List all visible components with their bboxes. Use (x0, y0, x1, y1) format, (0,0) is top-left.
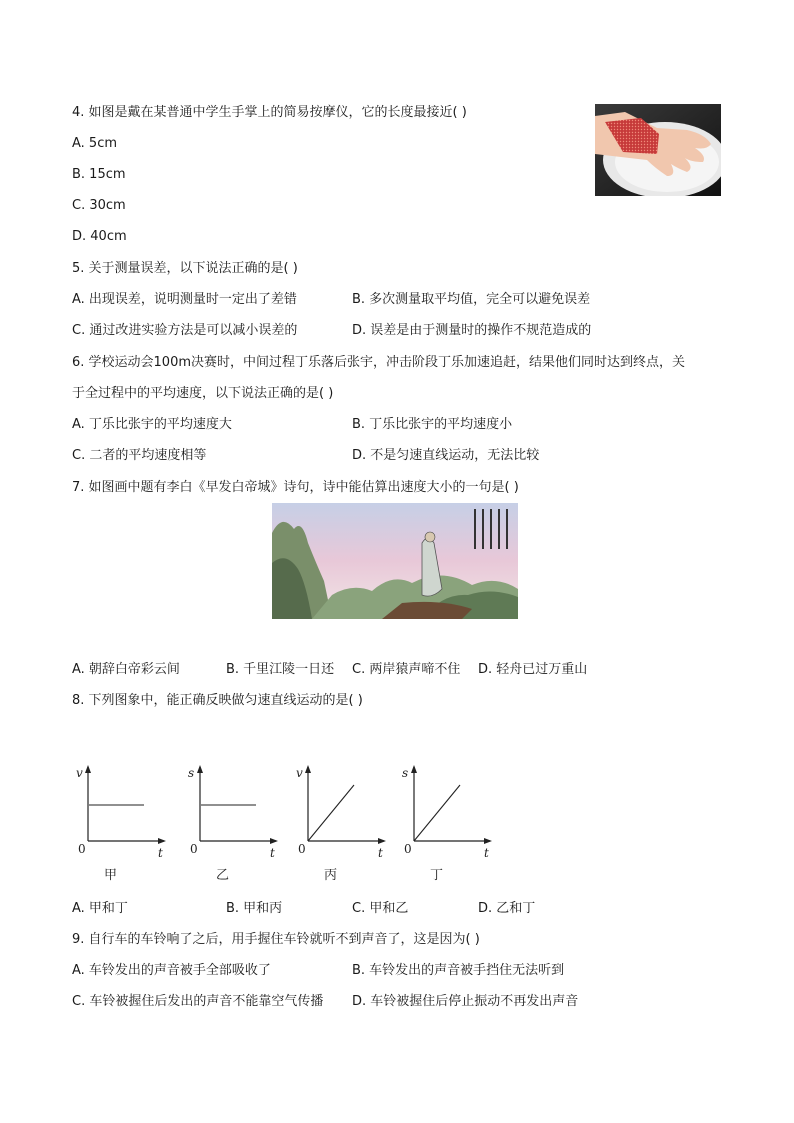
motion-graphs (70, 755, 510, 890)
graph-3-origin: 0 (298, 842, 306, 856)
graph-3-caption: 丙 (324, 868, 338, 883)
graph-4-origin: 0 (404, 842, 412, 856)
q4-option-c: C. 30cm (72, 198, 126, 213)
graph-4-y-label: s (402, 766, 409, 780)
q5-option-a: A. 出现误差，说明测量时一定出了差错 (72, 292, 297, 307)
q4-option-d: D. 40cm (72, 229, 127, 244)
li-bai-painting (272, 503, 518, 619)
q8-option-d: D. 乙和丁 (478, 901, 536, 916)
graph-2-origin: 0 (190, 842, 198, 856)
q9-option-a: A. 车铃发出的声音被手全部吸收了 (72, 963, 271, 978)
q7-option-b: B. 千里江陵一日还 (226, 662, 335, 677)
q6-option-a: A. 丁乐比张宇的平均速度大 (72, 417, 232, 432)
q6-option-d: D. 不是匀速直线运动，无法比较 (352, 448, 540, 463)
q9-option-d: D. 车铃被握住后停止振动不再发出声音 (352, 994, 579, 1009)
massager-hand-photo (595, 104, 721, 196)
q8-option-c: C. 甲和乙 (352, 901, 409, 916)
q6-option-c: C. 二者的平均速度相等 (72, 448, 207, 463)
graph-2-x-arrow (270, 838, 278, 844)
graph-2-caption: 乙 (216, 868, 230, 883)
graph-3-data-line (308, 785, 354, 841)
graph-1-origin: 0 (78, 842, 86, 856)
graph-4-data-line (414, 785, 460, 841)
q6-stem-line2: 于全过程中的平均速度，以下说法正确的是( ) (72, 386, 334, 401)
graph-2-x-label: t (270, 846, 275, 860)
graph-3-x-label: t (378, 846, 383, 860)
q5-stem: 5. 关于测量误差，以下说法正确的是( ) (72, 261, 298, 276)
graph-1-caption: 甲 (104, 868, 118, 883)
graph-3-y-label: v (296, 766, 303, 780)
graph-4-y-arrow (411, 765, 417, 773)
q5-option-d: D. 误差是由于测量时的操作不规范造成的 (352, 323, 592, 338)
graph-2-y-arrow (197, 765, 203, 773)
graph-1-x-arrow (158, 838, 166, 844)
q4-option-b: B. 15cm (72, 167, 126, 182)
q7-option-c: C. 两岸猿声啼不住 (352, 662, 461, 677)
q8-option-b: B. 甲和丙 (226, 901, 283, 916)
q4-option-a: A. 5cm (72, 136, 118, 151)
graph-4-x-label: t (484, 846, 489, 860)
q7-option-a: A. 朝辞白帝彩云间 (72, 662, 180, 677)
graph-3-x-arrow (378, 838, 386, 844)
graph-2-y-label: s (188, 766, 195, 780)
q5-option-c: C. 通过改进实验方法是可以减小误差的 (72, 323, 298, 338)
graph-4-caption: 丁 (430, 868, 444, 883)
q5-option-b: B. 多次测量取平均值，完全可以避免误差 (352, 292, 591, 307)
q8-stem: 8. 下列图象中，能正确反映做匀速直线运动的是( ) (72, 693, 363, 708)
graph-1-y-label: v (76, 766, 83, 780)
q9-stem: 9. 自行车的车铃响了之后，用手握住车铃就听不到声音了，这是因为( ) (72, 932, 480, 947)
q8-option-a: A. 甲和丁 (72, 901, 128, 916)
q6-stem-line1: 6. 学校运动会100m决赛时，中间过程丁乐落后张宇，冲击阶段丁乐加速追赶，结果他们同时达到终点，关 (72, 355, 686, 370)
q6-option-b: B. 丁乐比张宇的平均速度小 (352, 417, 513, 432)
graph-1-x-label: t (158, 846, 163, 860)
q9-option-b: B. 车铃发出的声音被手挡住无法听到 (352, 963, 565, 978)
q7-stem: 7. 如图画中题有李白《早发白帝城》诗句，诗中能估算出速度大小的一句是( ) (72, 480, 519, 495)
q4-stem: 4. 如图是戴在某普通中学生手掌上的简易按摩仪，它的长度最接近( ) (72, 105, 467, 120)
graph-3-y-arrow (305, 765, 311, 773)
q7-option-d: D. 轻舟已过万重山 (478, 662, 588, 677)
q9-option-c: C. 车铃被握住后发出的声音不能靠空气传播 (72, 994, 324, 1009)
graph-4-x-arrow (484, 838, 492, 844)
graph-1-y-arrow (85, 765, 91, 773)
